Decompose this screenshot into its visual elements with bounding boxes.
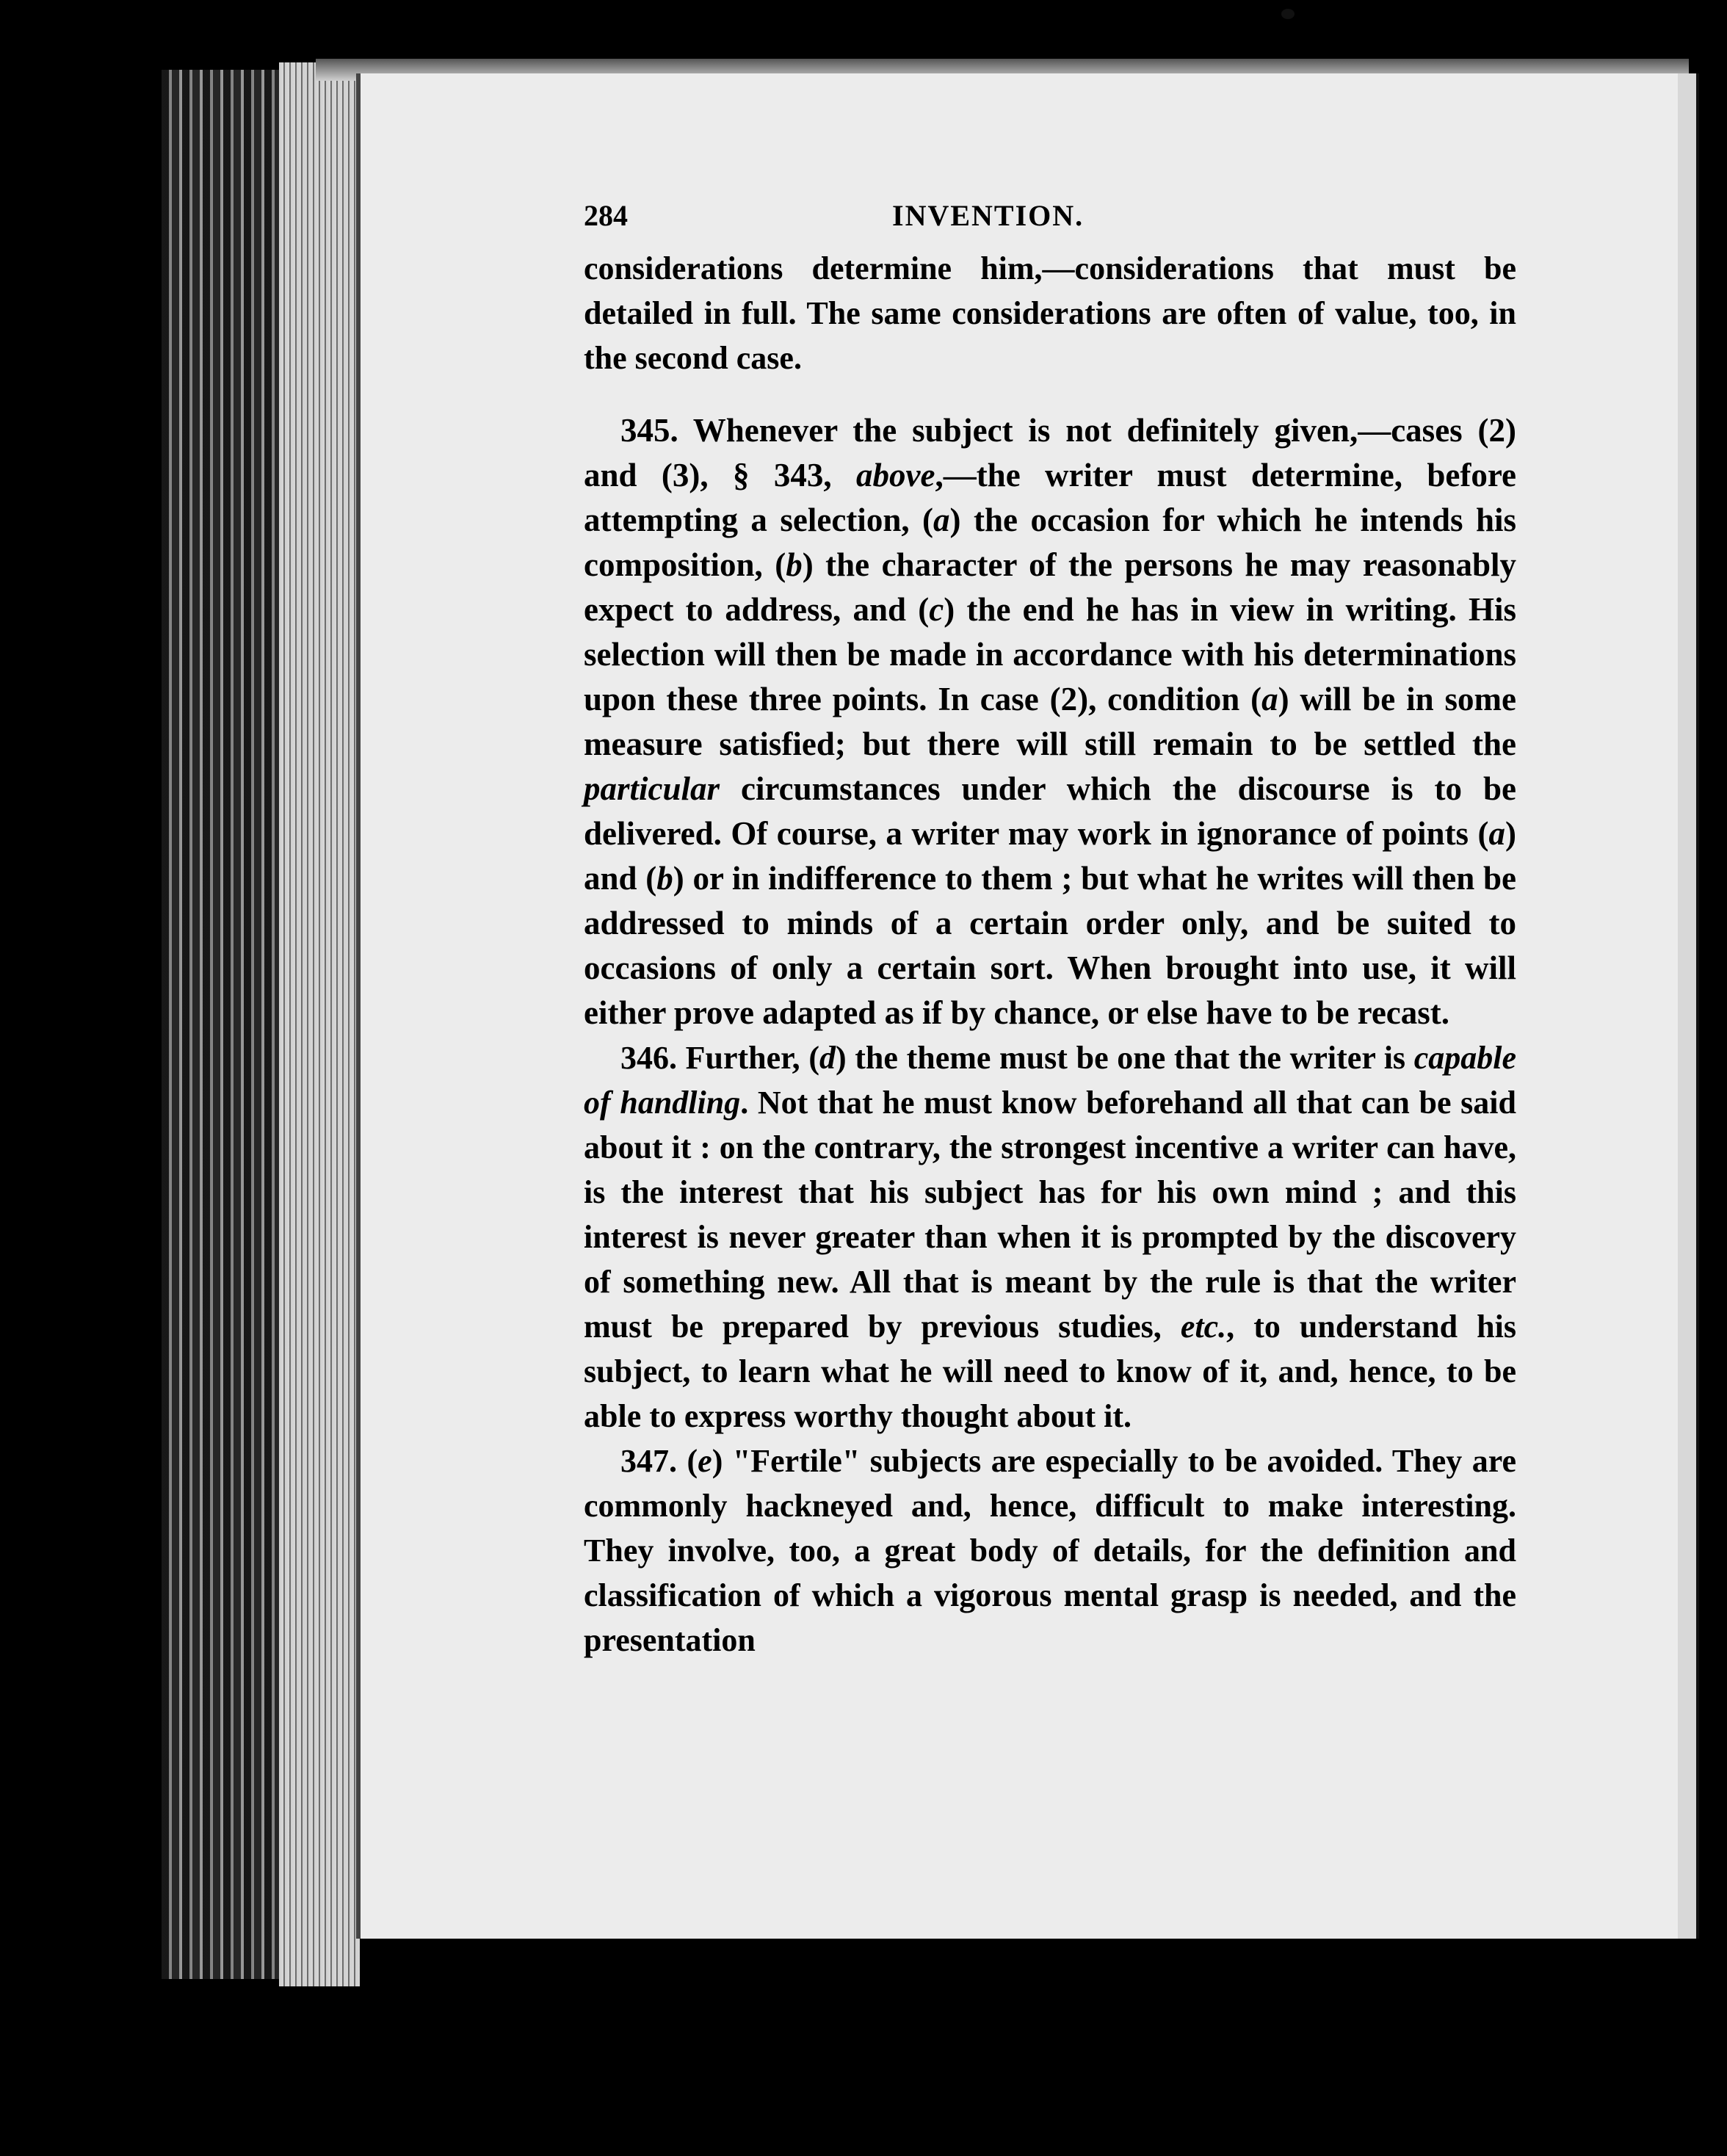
text-run: ( bbox=[677, 1443, 698, 1479]
emphasis: above bbox=[855, 457, 935, 493]
scan-speck bbox=[1281, 9, 1295, 19]
emphasis: a bbox=[1261, 681, 1278, 717]
emphasis: e bbox=[698, 1443, 712, 1479]
paragraph-number: 347. bbox=[620, 1443, 677, 1479]
emphasis: a bbox=[933, 502, 950, 538]
text-run: ) and ( bbox=[584, 815, 1516, 897]
page-number: 284 bbox=[584, 199, 628, 232]
text-run: ,—the writer must determine, before attempting a selection, ( bbox=[584, 457, 1517, 538]
text-run: circumstances under which the discourse is to be delivered. Of course, a writer may work in ignorance of points ( bbox=[584, 770, 1516, 852]
page-right-edge bbox=[1678, 73, 1699, 1939]
paragraph-346 bbox=[584, 1035, 1516, 1439]
paragraph-number: 346. bbox=[620, 1040, 677, 1076]
emphasis: etc. bbox=[1180, 1309, 1227, 1345]
text-run: ) the character of the persons he may reasonably expect to address, and ( bbox=[584, 546, 1517, 628]
paragraph-text: considerations determine him,—considerations that must be detailed in full. The same considerations are often of value, too, in the second case. bbox=[584, 250, 1516, 376]
book-page-edges-inner bbox=[279, 62, 360, 1986]
emphasis: d bbox=[819, 1040, 836, 1076]
emphasis: b bbox=[786, 546, 803, 583]
running-head bbox=[584, 198, 1516, 233]
emphasis: c bbox=[929, 591, 944, 628]
paragraph-347 bbox=[584, 1439, 1516, 1663]
emphasis: a bbox=[1488, 815, 1505, 852]
page-text bbox=[584, 198, 1516, 1663]
text-run: ) the theme must be one that the writer is bbox=[835, 1040, 1414, 1076]
text-run: ) or in indifference to them ; but what he writes will then be addressed to minds of a certain order only, and be suited to occasions of only a certain sort. When brought into use, it will either prove adapted as if by chance, or else have to be recast. bbox=[584, 860, 1516, 1031]
chapter-title: INVENTION. bbox=[892, 199, 1085, 232]
emphasis: capable of handling bbox=[584, 1040, 1516, 1121]
text-run: . Not that he must know beforehand all that can be said about it : on the contrary, the strongest incentive a writer can have, is the interest that his subject has for his own mind ; and this interest is never greater than when it is prompted by the discovery of something new. All that is meant by the rule is that the writer must be prepared by previous studies, bbox=[584, 1085, 1516, 1345]
text-run: Whenever the subject is not definitely given,—cases (2) and (3), § 343, bbox=[584, 412, 1516, 493]
emphasis: b bbox=[656, 860, 673, 897]
paragraph-continuation bbox=[584, 246, 1516, 380]
text-run: ) the occasion for which he intends his composition, ( bbox=[584, 502, 1516, 583]
text-run: ) "Fertile" subjects are especially to be avoided. They are commonly hackneyed and, hence, difficult to make interesting. They involve, too, a great body of details, for the definition and classification of which a vigorous mental grasp is needed, and the presentation bbox=[584, 1443, 1516, 1658]
emphasis: particular bbox=[584, 770, 720, 807]
text-run: ) the end he has in view in writing. His selection will then be made in accordance with his determinations upon these three points. In case (2), condition ( bbox=[584, 591, 1517, 717]
text-run: Further, ( bbox=[677, 1040, 819, 1076]
text-run: , to understand his subject, to learn what he will need to know of it, and, hence, to be able to express worthy thought about it. bbox=[584, 1309, 1516, 1434]
paragraph-number: 345. bbox=[620, 412, 678, 449]
paragraph-345 bbox=[584, 408, 1516, 1035]
text-run: ) will be in some measure satisfied; but there will still remain to be settled the bbox=[584, 681, 1516, 762]
